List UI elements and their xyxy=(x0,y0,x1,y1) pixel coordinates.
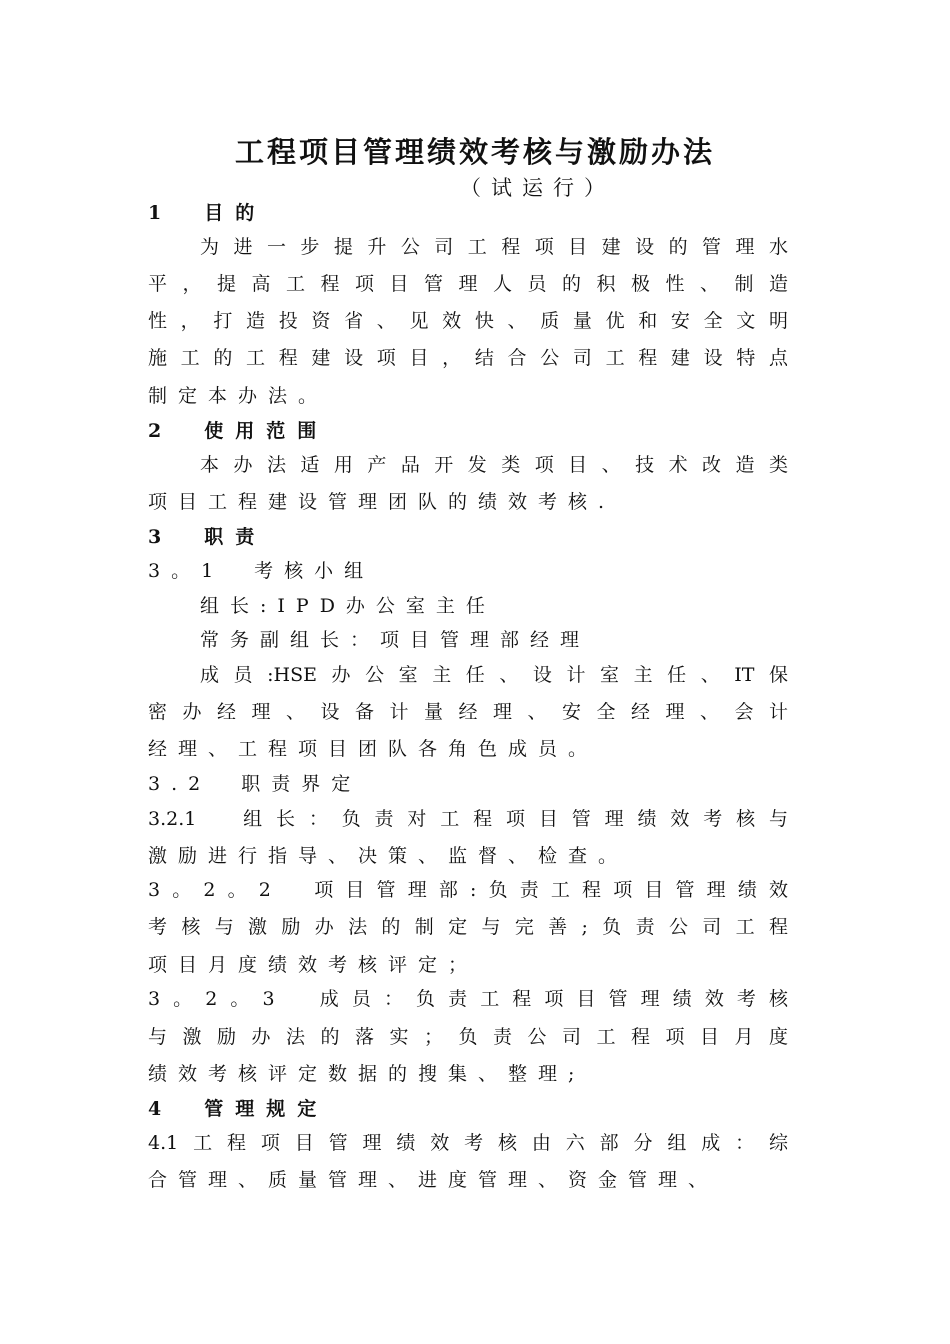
subsection-heading: 3。1 考核小组 xyxy=(148,560,375,582)
section-4-heading: 4 管理规定 xyxy=(148,1098,329,1120)
paragraph-line: 3。2。2 项目管理部:负责工程项目管理绩效 xyxy=(148,879,788,901)
paragraph-line: 成员:HSE办公室主任、设计室主任、IT保 xyxy=(200,664,788,686)
paragraph-line: 施工的工程建设项目，结合公司工程建设特点 xyxy=(148,347,788,369)
section-3-heading: 3 职责 xyxy=(148,526,267,548)
paragraph-line: 本办法适用产品开发类项目、技术改造类 xyxy=(200,454,788,476)
paragraph-line: 与激励办法的落实；负责公司工程项目月度 xyxy=(148,1026,788,1048)
subsection-heading: 3.2 职责界定 xyxy=(148,773,362,795)
paragraph-line: 性，打造投资省、见效快、质量优和安全文明 xyxy=(148,310,788,332)
paragraph-line: 3.2.1 组长：负责对工程项目管理绩效考核与 xyxy=(148,808,788,830)
paragraph-line: 绩效考核评定数据的搜集、整理; xyxy=(148,1063,586,1085)
paragraph-line: 制定本办法。 xyxy=(148,385,329,407)
section-2-heading: 2 使用范围 xyxy=(148,420,329,442)
paragraph-line: 常务副组长：项目管理部经理 xyxy=(200,629,591,651)
paragraph-line: 密办经理、设备计量经理、安全经理、会计 xyxy=(148,701,788,723)
paragraph-line: 组长:IPD办公室主任 xyxy=(200,595,496,617)
paragraph-line: 合管理、质量管理、进度管理、资金管理、 xyxy=(148,1169,719,1191)
paragraph-line: 项目工程建设管理团队的绩效考核. xyxy=(148,491,616,513)
document-title: 工程项目管理绩效考核与激励办法 xyxy=(234,135,715,169)
paragraph-line: 考核与激励办法的制定与完善;负责公司工程 xyxy=(148,916,788,938)
section-1-heading: 1 目的 xyxy=(148,202,267,224)
paragraph-line: 平，提高工程项目管理人员的积极性、制造 xyxy=(148,273,788,295)
paragraph-line: 3。2。3 成员：负责工程项目管理绩效考核 xyxy=(148,988,788,1010)
paragraph-line: 4.1工程项目管理绩效考核由六部分组成：综 xyxy=(148,1132,788,1154)
paragraph-line: 为进一步提升公司工程项目建设的管理水 xyxy=(200,236,788,258)
paragraph-line: 激励进行指导、决策、监督、检查。 xyxy=(148,845,629,867)
document-subtitle: （试运行） xyxy=(460,176,615,200)
paragraph-line: 经理、工程项目团队各角色成员。 xyxy=(148,738,599,760)
paragraph-line: 项目月度绩效考核评定； xyxy=(148,954,479,976)
